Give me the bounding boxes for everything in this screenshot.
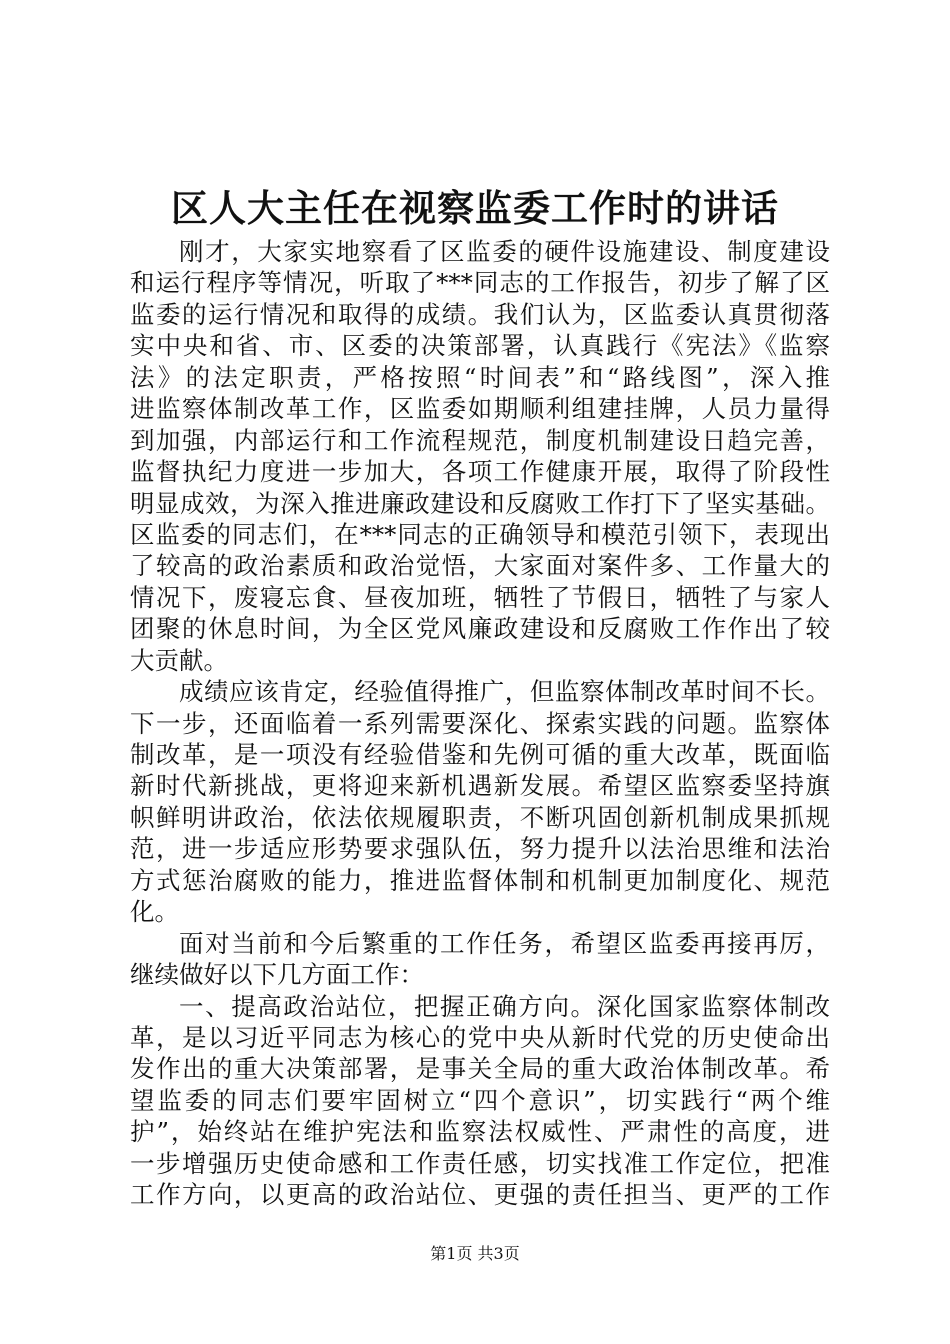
paragraph-line: 工作方向，以更高的政治站位、更强的责任担当、更严的工作 bbox=[130, 1180, 830, 1210]
paragraph-line: 制改革，是一项没有经验借鉴和先例可循的重大改革，既面临 bbox=[130, 740, 830, 769]
paragraph-line: 情况下，废寝忘食、昼夜加班，牺牲了节假日，牺牲了与家人 bbox=[130, 582, 830, 612]
paragraph-line: 帜鲜明讲政治，依法依规履职责，不断巩固创新机制成果抓规 bbox=[130, 802, 830, 832]
paragraph-line: 实中央和省、市、区委的决策部署，认真践行《宪法》《监察 bbox=[130, 331, 830, 361]
paragraph-line: 新时代新挑战，更将迎来新机遇新发展。希望区监察委坚持旗 bbox=[130, 771, 830, 801]
paragraph-line: 化。 bbox=[130, 897, 179, 927]
paragraph-line: 护”，始终站在维护宪法和监察法权威性、严肃性的高度，进 bbox=[130, 1117, 830, 1147]
paragraph-line: 革，是以习近平同志为核心的党中央从新时代党的历史使命出 bbox=[130, 1022, 830, 1052]
page-footer: 第1页 共3页 bbox=[430, 1244, 520, 1263]
document-title: 区人大主任在视察监委工作时的讲话 bbox=[171, 186, 779, 230]
paragraph-line: 范，进一步适应形势要求强队伍，努力提升以法治思维和法治 bbox=[130, 834, 830, 864]
paragraph-line: 一、提高政治站位，把握正确方向。深化国家监察体制改 bbox=[179, 991, 830, 1021]
paragraph-line: 明显成效，为深入推进廉政建设和反腐败工作打下了坚实基础。 bbox=[130, 488, 830, 518]
paragraph-line: 一步增强历史使命感和工作责任感，切实找准工作定位，把准 bbox=[130, 1148, 830, 1178]
document-body bbox=[130, 236, 830, 1211]
paragraph-line: 和运行程序等情况，听取了***同志的工作报告，初步了解了区 bbox=[130, 268, 830, 298]
paragraph-line: 法》的法定职责，严格按照“时间表”和“路线图”，深入推 bbox=[130, 362, 830, 392]
paragraph-line: 到加强，内部运行和工作流程规范，制度机制建设日趋完善， bbox=[130, 425, 830, 455]
paragraph-line: 监督执纪力度进一步加大，各项工作健康开展，取得了阶段性 bbox=[130, 457, 830, 487]
paragraph-line: 发作出的重大决策部署，是事关全局的重大政治体制改革。希 bbox=[130, 1054, 830, 1084]
paragraph-line: 望监委的同志们要牢固树立“四个意识”，切实践行“两个维 bbox=[130, 1085, 830, 1115]
paragraph-line: 下一步，还面临着一系列需要深化、探索实践的问题。监察体 bbox=[130, 708, 830, 738]
paragraph-line: 进监察体制改革工作，区监委如期顺利组建挂牌，人员力量得 bbox=[130, 394, 830, 424]
paragraph-line: 继续做好以下几方面工作： bbox=[130, 960, 424, 990]
paragraph-line: 监委的运行情况和取得的成绩。我们认为，区监委认真贯彻落 bbox=[130, 299, 830, 329]
paragraph-line: 了较高的政治素质和政治觉悟，大家面对案件多、工作量大的 bbox=[130, 551, 830, 581]
paragraph-line: 大贡献。 bbox=[130, 645, 228, 675]
paragraph-line: 成绩应该肯定，经验值得推广，但监察体制改革时间不长。 bbox=[179, 677, 830, 707]
paragraph-line: 刚才，大家实地察看了区监委的硬件设施建设、制度建设 bbox=[179, 237, 830, 266]
paragraph-line: 方式惩治腐败的能力，推进监督体制和机制更加制度化、规范 bbox=[130, 865, 830, 895]
paragraph-line: 面对当前和今后繁重的工作任务，希望区监委再接再厉， bbox=[179, 928, 830, 958]
paragraph-line: 团聚的休息时间，为全区党风廉政建设和反腐败工作作出了较 bbox=[130, 614, 830, 644]
paragraph-line: 区监委的同志们，在***同志的正确领导和模范引领下，表现出 bbox=[130, 519, 830, 549]
